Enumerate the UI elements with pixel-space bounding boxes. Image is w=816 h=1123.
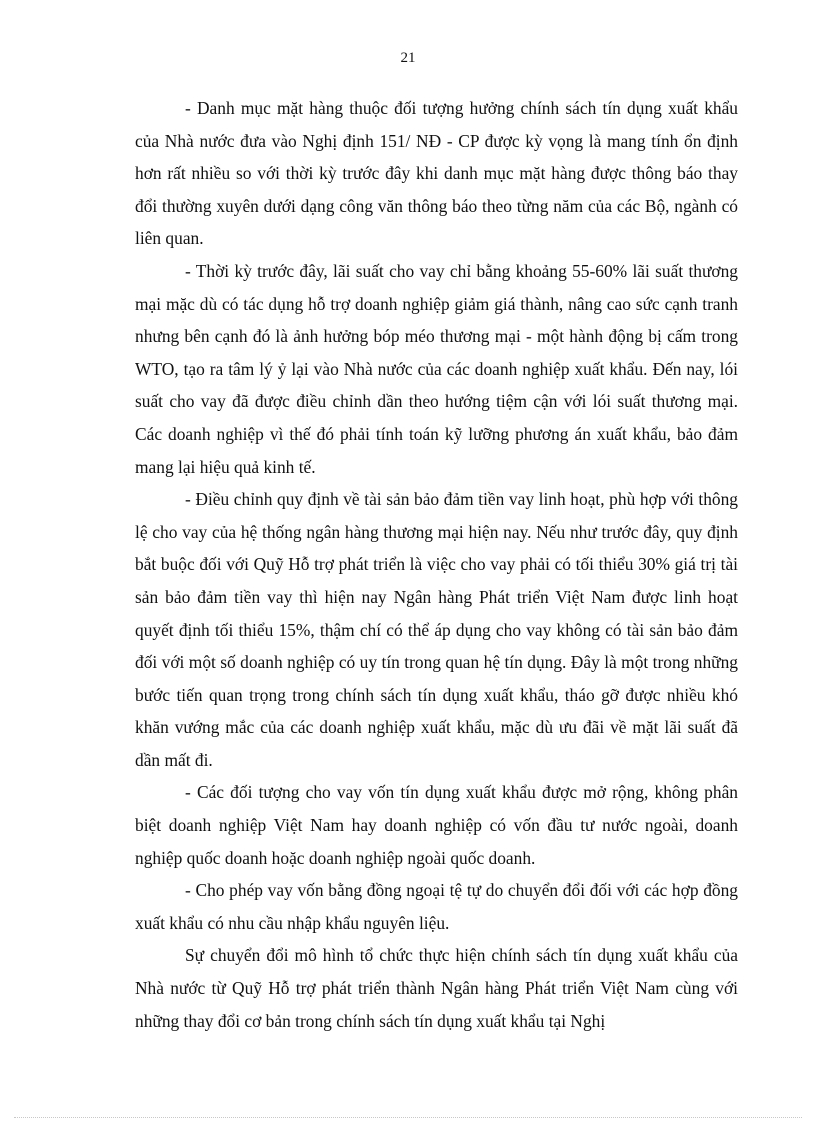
- page-number: 21: [400, 50, 416, 66]
- paragraph-transformation: Sự chuyển đổi mô hình tổ chức thực hiện chính sách tín dụng xuất khẩu của Nhà nước từ Quỹ Hỗ trợ phát triển thành Ngân hàng Phát triển Việt Nam cùng với những thay đổi cơ bản trong chính sách tín dụng xuất khẩu tại Nghị: [135, 945, 738, 1031]
- paragraph-collateral: - Điều chỉnh quy định về tài sản bảo đảm tiền vay linh hoạt, phù hợp với thông lệ cho vay của hệ thống ngân hàng thương mại hiện nay. Nếu như trước đây, quy định bắt buộc đối với Quỹ Hỗ trợ phát triển là việc cho vay phải có tối thiểu 30% giá trị tài sản bảo đảm tiền vay thì hiện nay Ngân hàng Phát triển Việt Nam được linh hoạt quyết định tối thiểu 15%, thậm chí có thể áp dụng cho vay không có tài sản bảo đảm đối với một số doanh nghiệp có uy tín trong quan hệ tín dụng. Đây là một trong những bước tiến quan trọng trong chính sách tín dụng xuất khẩu, tháo gỡ được nhiều khó khăn vướng mắc của các doanh nghiệp xuất khẩu, mặc dù ưu đãi về mặt lãi suất đã dần mất đi.: [135, 489, 738, 770]
- paragraph-foreign-currency: - Cho phép vay vốn bằng đồng ngoại tệ tự do chuyển đổi đối với các hợp đồng xuất khẩu có nhu cầu nhập khẩu nguyên liệu.: [135, 880, 738, 933]
- page-bottom-divider: [14, 1117, 802, 1118]
- body-text: [135, 92, 738, 1037]
- paragraph-export-goods-list: - Danh mục mặt hàng thuộc đối tượng hưởng chính sách tín dụng xuất khẩu của Nhà nước đưa vào Nghị định 151/ NĐ - CP được kỳ vọng là mang tính ổn định hơn rất nhiều so với thời kỳ trước đây khi danh mục mặt hàng được thông báo thay đổi thường xuyên dưới dạng công văn thông báo theo từng năm của các Bộ, ngành có liên quan.: [135, 98, 738, 249]
- paragraph-borrowers: - Các đối tượng cho vay vốn tín dụng xuất khẩu được mở rộng, không phân biệt doanh nghiệp Việt Nam hay doanh nghiệp có vốn đầu tư nước ngoài, doanh nghiệp quốc doanh hoặc doanh nghiệp ngoài quốc doanh.: [135, 782, 738, 868]
- paragraph-interest-rate: - Thời kỳ trước đây, lãi suất cho vay chỉ bằng khoảng 55-60% lãi suất thương mại mặc dù có tác dụng hỗ trợ doanh nghiệp giảm giá thành, nâng cao sức cạnh tranh nhưng bên cạnh đó là ảnh hưởng bóp méo thương mại - một hành động bị cấm trong WTO, tạo ra tâm lý ỷ lại vào Nhà nước của các doanh nghiệp xuất khẩu. Đến nay, lói suất cho vay đã được điều chỉnh dần theo hướng tiệm cận với lói suất thương mại. Các doanh nghiệp vì thế đó phải tính toán kỹ lưỡng phương án xuất khẩu, bảo đảm mang lại hiệu quả kinh tế.: [135, 260, 738, 477]
